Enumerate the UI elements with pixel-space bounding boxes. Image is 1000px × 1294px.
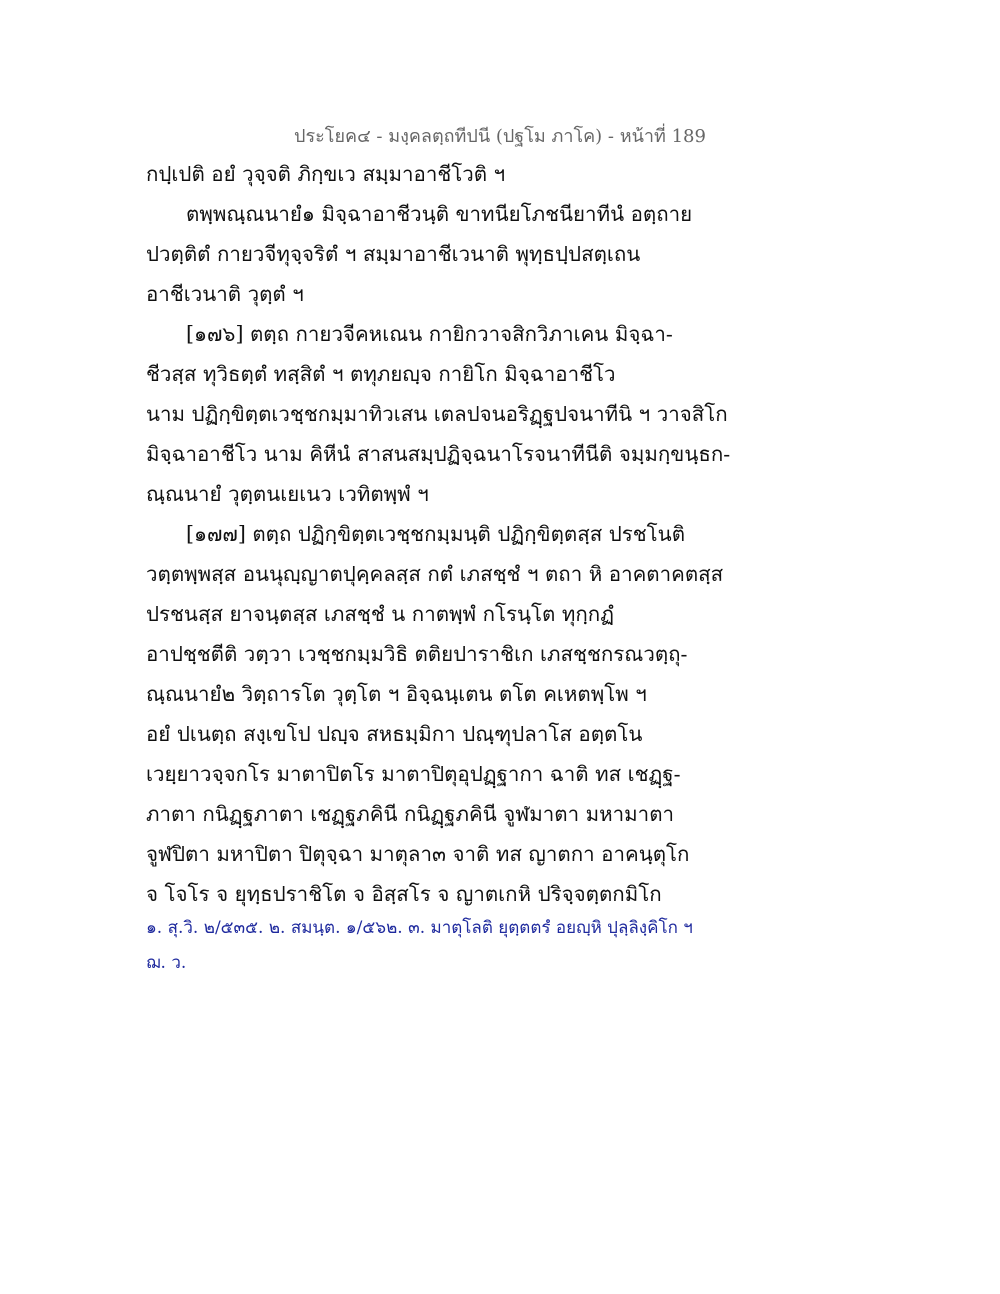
text-line: [๑๗๗] ตตฺถ ปฏิกฺขิตฺตเวชฺชกมฺมนฺติ ปฏิกฺขิตฺตสฺส ปรชโนติ: [186, 522, 686, 546]
text-line: จ โจโร จ ยุทฺธปราชิโต จ อิสฺสโร จ ญาตเกหิ ปริจฺจตฺตกมิโก: [146, 882, 662, 906]
text-line: นาม ปฏิกฺขิตฺตเวชฺชกมฺมาทิวเสน เตลปจนอริฏฺฐปจนาทีนิ ฯ วาจสิโก: [146, 402, 728, 426]
footnote-line: ฌ. ว.: [146, 953, 187, 973]
text-line: ปวตฺติตํ กายวจีทุจฺจริตํ ฯ สมฺมาอาชีเวนาติ พุทฺธปฺปสตฺเถน: [146, 242, 641, 266]
text-line: เวยฺยาวจฺจกโร มาตาปิตโร มาตาปิตุอุปฏฺฐากา ฉาติ ทส เชฏฺฐ-: [146, 762, 681, 786]
text-line: อาชีเวนาติ วุตฺตํ ฯ: [146, 282, 304, 306]
text-line: ปรชนสฺส ยาจนฺตสฺส เภสชฺชํ น กาตพฺพํ กโรนฺโต ทุกฺกฏํ: [146, 602, 614, 626]
text-line: [๑๗๖] ตตฺถ กายวจีคหเณน กายิกวาจสิกวิภาเคน มิจฺฉา-: [186, 322, 673, 346]
text-line: มิจฺฉาอาชีโว นาม คิหีนํ สาสนสมฺปฏิจฺฉนาโรจนาทีนีติ จมฺมกฺขนฺธก-: [146, 442, 731, 466]
text-line: วตฺตพฺพสฺส อนนุญฺญาตปุคฺคลสฺส กตํ เภสชฺชํ ฯ ตถา หิ อาคตาคตสฺส: [146, 562, 724, 586]
text-line: อยํ ปเนตฺถ สงฺเขโป ปญฺจ สหธมฺมิกา ปณฺฑุปลาโส อตฺตโน: [146, 722, 643, 746]
text-line: จูฬปิตา มหาปิตา ปิตุจฺฉา มาตุลา๓ จาติ ทส ญาตกา อาคนฺตุโก: [146, 842, 690, 866]
text-line: อาปชฺชตีติ วตฺวา เวชฺชกมฺมวิธิ ตติยปาราชิเก เภสชฺชกรณวตฺถุ-: [146, 642, 688, 666]
text-line: ณฺณนายํ วุตฺตนเยเนว เวทิตพฺพํ ฯ: [146, 482, 429, 506]
text-line: ภาตา กนิฏฺฐภาตา เชฏฺฐภคินี กนิฏฺฐภคินี จูฬมาตา มหามาตา: [146, 802, 675, 826]
text-line: ตพฺพณฺณนายํ๑ มิจฺฉาอาชีวนฺติ ขาทนียโภชนียาทีนํ อตฺถาย: [186, 202, 693, 226]
text-line: ชีวสฺส ทุวิธตฺตํ ทสฺสิตํ ฯ ตทุภยญฺจ กายิโก มิจฺฉาอาชีโว: [146, 362, 616, 386]
text-line: กปฺเปติ อยํ วุจฺจติ ภิกฺขเว สมฺมาอาชีโวติ ฯ: [146, 162, 506, 186]
footnote-line: ๑. สุ.วิ. ๒/๕๓๕. ๒. สมนฺต. ๑/๕๖๒. ๓. มาตุโลติ ยุตฺตตรํ อยญฺหิ ปุลฺลิงฺคิโก ฯ: [146, 918, 693, 938]
text-line: ณฺณนายํ๒ วิตฺถารโต วุตฺโต ฯ อิจฺฉนฺเตน ตโต คเหตพฺโพ ฯ: [146, 682, 647, 706]
page-header: ประโยค๔ - มงฺคลตฺถทีปนี (ปฐโม ภาโค) - หน้าที่ 189: [294, 126, 706, 147]
